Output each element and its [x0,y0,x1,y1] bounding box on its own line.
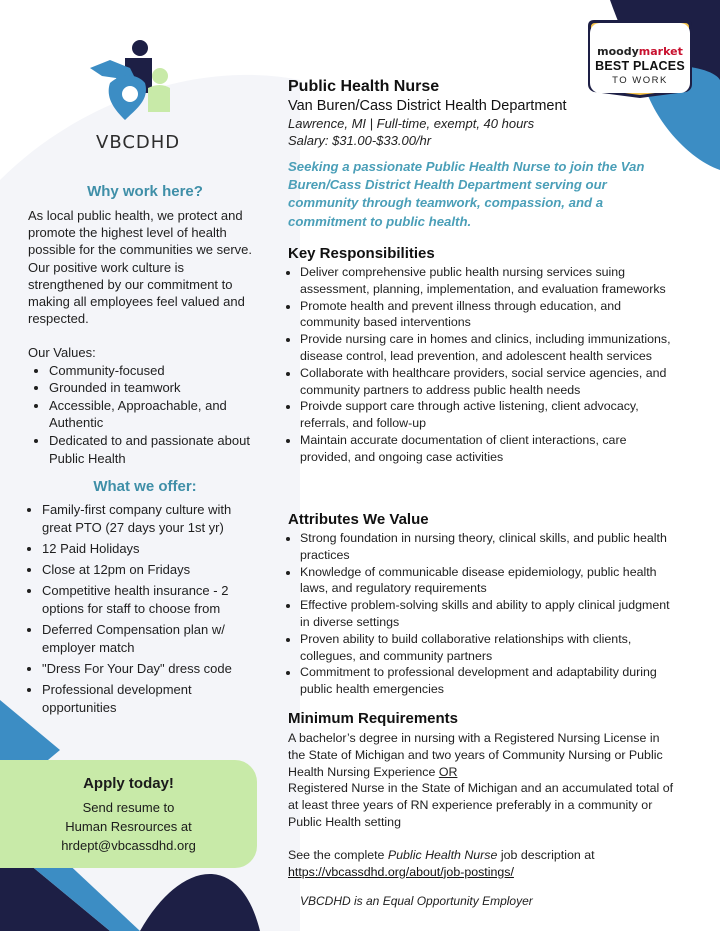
job-title: Public Health Nurse [288,78,440,95]
list-item: • Professional development opportunities [42,681,262,716]
offer-heading: What we offer: [93,478,197,495]
offer-section [28,478,262,720]
department: Van Buren/Cass District Health Department [288,98,567,114]
tagline: Seeking a passionate Public Health Nurse to join the Van Buren/Cass District Health Department serving our community through teamwork, compassion, and a commitment to public health. [288,159,645,229]
requirements-section [288,710,678,910]
see-description: See the complete Public Health Nurse job description at https://vbcassdhd.org/about/job-postings/ [288,847,595,879]
list-item: • Family-first company culture with great PTO (27 days your 1st yr) [42,501,262,536]
attributes-list [288,530,678,698]
responsibilities-heading: Key Responsibilities [288,245,435,262]
responsibilities-list [288,264,678,466]
list-item: • "Dress For Your Day" dress code [42,660,262,678]
or-word: OR [438,764,458,779]
list-item: • Maintain accurate documentation of client interactions, care provided, and ongoing case activities [300,432,678,466]
list-item: • Accessible, Approachable, and Authentic [49,397,262,432]
salary: Salary: $31.00-$33.00/hr [288,133,432,148]
why-heading: Why work here? [87,183,203,200]
location-type: Lawrence, MI | Full-time, exempt, 40 hours [288,116,535,131]
list-item: • Knowledge of communicable disease epidemiology, public health laws, and regulatory requirements [300,564,678,598]
list-item: • 12 Paid Holidays [42,540,262,558]
list-item: • Competitive health insurance - 2 options for staff to choose from [42,582,262,617]
list-item: • Strong foundation in nursing theory, clinical skills, and public health practices [300,530,678,564]
list-item: • Close at 12pm on Fridays [42,561,262,579]
apply-box [0,760,257,868]
list-item: • Grounded in teamwork [49,379,262,397]
why-text: As local public health, we protect and promote the highest level of health possible for the communities we serve. Our positive work culture is strengthened by our commitment to making all employees feel valued and respected. [28,208,252,327]
equal-opportunity: VBCDHD is an Equal Opportunity Employer [300,894,533,909]
list-item: • Provide nursing care in homes and clinics, including immunizations, disease control, lead prevention, and adolescent health services [300,331,678,365]
requirements-text: A bachelor’s degree in nursing with a Registered Nursing License in the State of Michigan and two years of Community Nursing or Public Health Nursing Experience OR Registered Nurse in the State of Michigan and an accumulated total of at least three years of RN experience preferably in a community or Public Health setting [288,731,674,829]
list-item: • Commitment to professional development and adaptability during public health emergencies [300,664,678,698]
list-item: • Collaborate with healthcare providers, social service agencies, and community partners to address public health needs [300,365,678,399]
apply-email[interactable]: hrdept@vbcassdhd.org [61,838,196,853]
list-item: • Proven ability to build collaborative relationships with clients, collegues, and community partners [300,631,678,665]
values-label: Our Values: [28,345,96,361]
organization-name: VBCDHD [96,132,181,153]
job-postings-link[interactable]: https://vbcassdhd.org/about/job-postings/ [288,864,514,879]
list-item: • Promote health and prevent illness through education, and community based interventions [300,298,678,332]
attributes-section [288,511,678,698]
list-item: • Deferred Compensation plan w/ employer match [42,621,262,656]
list-item: • Effective problem-solving skills and ability to apply clinical judgment in diverse settings [300,597,678,631]
apply-line: Send resume to [82,800,175,815]
list-item: • Deliver comprehensive public health nursing services suing assessment, planning, implementation, and evaluation frameworks [300,264,678,298]
apply-line: Human Resrources at [65,819,192,834]
list-item: • Proivde support care through active listening, client advocacy, referrals, and follow-up [300,398,678,432]
logo-figure-icon [80,38,180,138]
requirements-heading: Minimum Requirements [288,710,459,727]
list-item: • Community-focused [49,362,262,380]
responsibilities-section [288,245,678,466]
badge-subtitle: TO WORK [612,75,668,86]
list-item: • Dedicated to and passionate about Public Health [49,432,262,467]
job-header [288,78,678,231]
values-list [28,362,262,468]
badge-brand: moodymarket [597,45,683,58]
why-section [28,183,262,467]
badge-title: BEST PLACES [595,59,685,73]
attributes-heading: Attributes We Value [288,511,429,528]
apply-title: Apply today! [83,775,174,792]
offer-list [28,501,262,716]
